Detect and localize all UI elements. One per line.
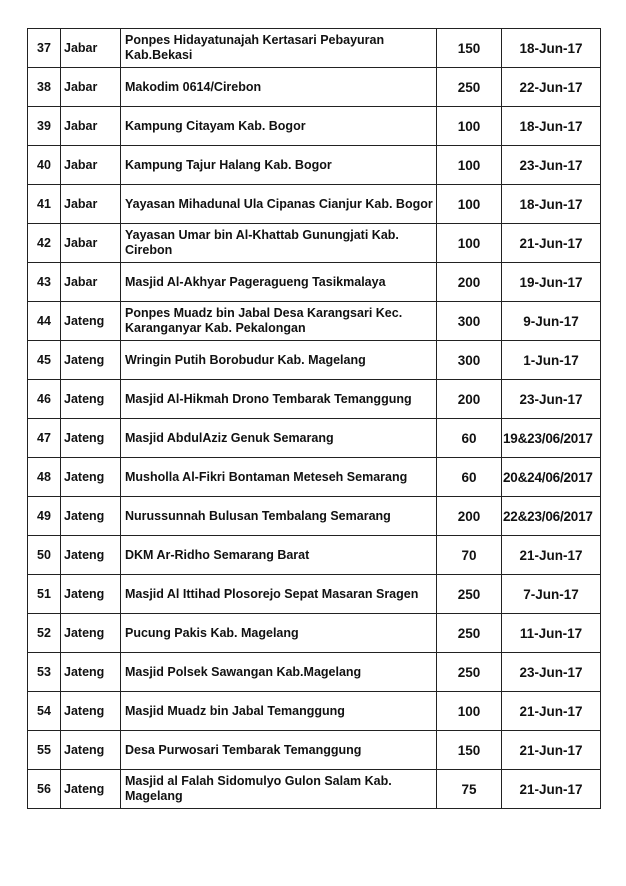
table-row (28, 263, 601, 302)
row-number: 48 (28, 458, 61, 497)
province-cell: Jabar (61, 146, 121, 185)
quantity-cell: 200 (437, 497, 502, 536)
quantity-cell: 300 (437, 302, 502, 341)
quantity-cell: 60 (437, 458, 502, 497)
row-number: 46 (28, 380, 61, 419)
province-cell: Jabar (61, 263, 121, 302)
row-number: 43 (28, 263, 61, 302)
quantity-cell: 200 (437, 263, 502, 302)
row-number: 49 (28, 497, 61, 536)
location-cell: Masjid Al-Akhyar Pageragueng Tasikmalaya (121, 263, 437, 302)
location-cell: Kampung Tajur Halang Kab. Bogor (121, 146, 437, 185)
date-cell: 20&24/06/2017 (502, 458, 601, 497)
province-cell: Jabar (61, 68, 121, 107)
table-row (28, 224, 601, 263)
province-cell: Jateng (61, 614, 121, 653)
quantity-cell: 150 (437, 731, 502, 770)
table-row (28, 185, 601, 224)
date-cell: 7-Jun-17 (502, 575, 601, 614)
location-cell: Masjid Muadz bin Jabal Temanggung (121, 692, 437, 731)
table-row (28, 770, 601, 809)
date-cell: 22&23/06/2017 (502, 497, 601, 536)
table-row (28, 653, 601, 692)
quantity-cell: 250 (437, 68, 502, 107)
province-cell: Jabar (61, 29, 121, 68)
row-number: 50 (28, 536, 61, 575)
province-cell: Jateng (61, 536, 121, 575)
distribution-table-page (27, 28, 601, 809)
location-cell: Wringin Putih Borobudur Kab. Magelang (121, 341, 437, 380)
province-cell: Jateng (61, 458, 121, 497)
row-number: 53 (28, 653, 61, 692)
table-row (28, 302, 601, 341)
quantity-cell: 250 (437, 614, 502, 653)
province-cell: Jateng (61, 770, 121, 809)
quantity-cell: 75 (437, 770, 502, 809)
province-cell: Jateng (61, 341, 121, 380)
table-row (28, 107, 601, 146)
date-cell: 21-Jun-17 (502, 224, 601, 263)
province-cell: Jabar (61, 185, 121, 224)
row-number: 37 (28, 29, 61, 68)
location-cell: Masjid Al Ittihad Plosorejo Sepat Masaran Sragen (121, 575, 437, 614)
date-cell: 19&23/06/2017 (502, 419, 601, 458)
table-row (28, 731, 601, 770)
table-body (28, 29, 601, 809)
row-number: 41 (28, 185, 61, 224)
row-number: 52 (28, 614, 61, 653)
table-row (28, 614, 601, 653)
date-cell: 1-Jun-17 (502, 341, 601, 380)
date-cell: 9-Jun-17 (502, 302, 601, 341)
date-cell: 21-Jun-17 (502, 692, 601, 731)
quantity-cell: 60 (437, 419, 502, 458)
date-cell: 21-Jun-17 (502, 536, 601, 575)
location-cell: Masjid AbdulAziz Genuk Semarang (121, 419, 437, 458)
row-number: 47 (28, 419, 61, 458)
quantity-cell: 100 (437, 692, 502, 731)
date-cell: 18-Jun-17 (502, 185, 601, 224)
location-cell: Yayasan Umar bin Al-Khattab Gunungjati Kab. Cirebon (121, 224, 437, 263)
location-cell: Makodim 0614/Cirebon (121, 68, 437, 107)
row-number: 54 (28, 692, 61, 731)
row-number: 42 (28, 224, 61, 263)
province-cell: Jateng (61, 419, 121, 458)
table-row (28, 497, 601, 536)
table-row (28, 692, 601, 731)
table-row (28, 575, 601, 614)
location-cell: Ponpes Muadz bin Jabal Desa Karangsari Kec. Karanganyar Kab. Pekalongan (121, 302, 437, 341)
location-cell: Pucung Pakis Kab. Magelang (121, 614, 437, 653)
row-number: 40 (28, 146, 61, 185)
row-number: 51 (28, 575, 61, 614)
quantity-cell: 100 (437, 224, 502, 263)
province-cell: Jateng (61, 575, 121, 614)
table-row (28, 380, 601, 419)
location-cell: Masjid Polsek Sawangan Kab.Magelang (121, 653, 437, 692)
table-row (28, 29, 601, 68)
distribution-table (27, 28, 601, 809)
row-number: 45 (28, 341, 61, 380)
location-cell: Desa Purwosari Tembarak Temanggung (121, 731, 437, 770)
location-cell: Musholla Al-Fikri Bontaman Meteseh Semarang (121, 458, 437, 497)
province-cell: Jateng (61, 497, 121, 536)
quantity-cell: 100 (437, 146, 502, 185)
date-cell: 23-Jun-17 (502, 653, 601, 692)
quantity-cell: 300 (437, 341, 502, 380)
row-number: 55 (28, 731, 61, 770)
row-number: 38 (28, 68, 61, 107)
province-cell: Jateng (61, 380, 121, 419)
table-row (28, 68, 601, 107)
province-cell: Jateng (61, 731, 121, 770)
date-cell: 11-Jun-17 (502, 614, 601, 653)
row-number: 39 (28, 107, 61, 146)
quantity-cell: 100 (437, 107, 502, 146)
quantity-cell: 200 (437, 380, 502, 419)
quantity-cell: 150 (437, 29, 502, 68)
quantity-cell: 250 (437, 653, 502, 692)
table-row (28, 458, 601, 497)
quantity-cell: 250 (437, 575, 502, 614)
table-row (28, 341, 601, 380)
table-row (28, 419, 601, 458)
province-cell: Jabar (61, 224, 121, 263)
date-cell: 22-Jun-17 (502, 68, 601, 107)
location-cell: Masjid al Falah Sidomulyo Gulon Salam Kab. Magelang (121, 770, 437, 809)
date-cell: 18-Jun-17 (502, 107, 601, 146)
province-cell: Jabar (61, 107, 121, 146)
date-cell: 21-Jun-17 (502, 770, 601, 809)
date-cell: 21-Jun-17 (502, 731, 601, 770)
location-cell: Yayasan Mihadunal Ula Cipanas Cianjur Kab. Bogor (121, 185, 437, 224)
date-cell: 19-Jun-17 (502, 263, 601, 302)
quantity-cell: 70 (437, 536, 502, 575)
date-cell: 23-Jun-17 (502, 146, 601, 185)
table-row (28, 146, 601, 185)
location-cell: Kampung Citayam Kab. Bogor (121, 107, 437, 146)
table-row (28, 536, 601, 575)
location-cell: Nurussunnah Bulusan Tembalang Semarang (121, 497, 437, 536)
row-number: 56 (28, 770, 61, 809)
location-cell: Ponpes Hidayatunajah Kertasari Pebayuran Kab.Bekasi (121, 29, 437, 68)
date-cell: 23-Jun-17 (502, 380, 601, 419)
row-number: 44 (28, 302, 61, 341)
province-cell: Jateng (61, 302, 121, 341)
quantity-cell: 100 (437, 185, 502, 224)
location-cell: DKM Ar-Ridho Semarang Barat (121, 536, 437, 575)
date-cell: 18-Jun-17 (502, 29, 601, 68)
province-cell: Jateng (61, 653, 121, 692)
province-cell: Jateng (61, 692, 121, 731)
location-cell: Masjid Al-Hikmah Drono Tembarak Temanggung (121, 380, 437, 419)
